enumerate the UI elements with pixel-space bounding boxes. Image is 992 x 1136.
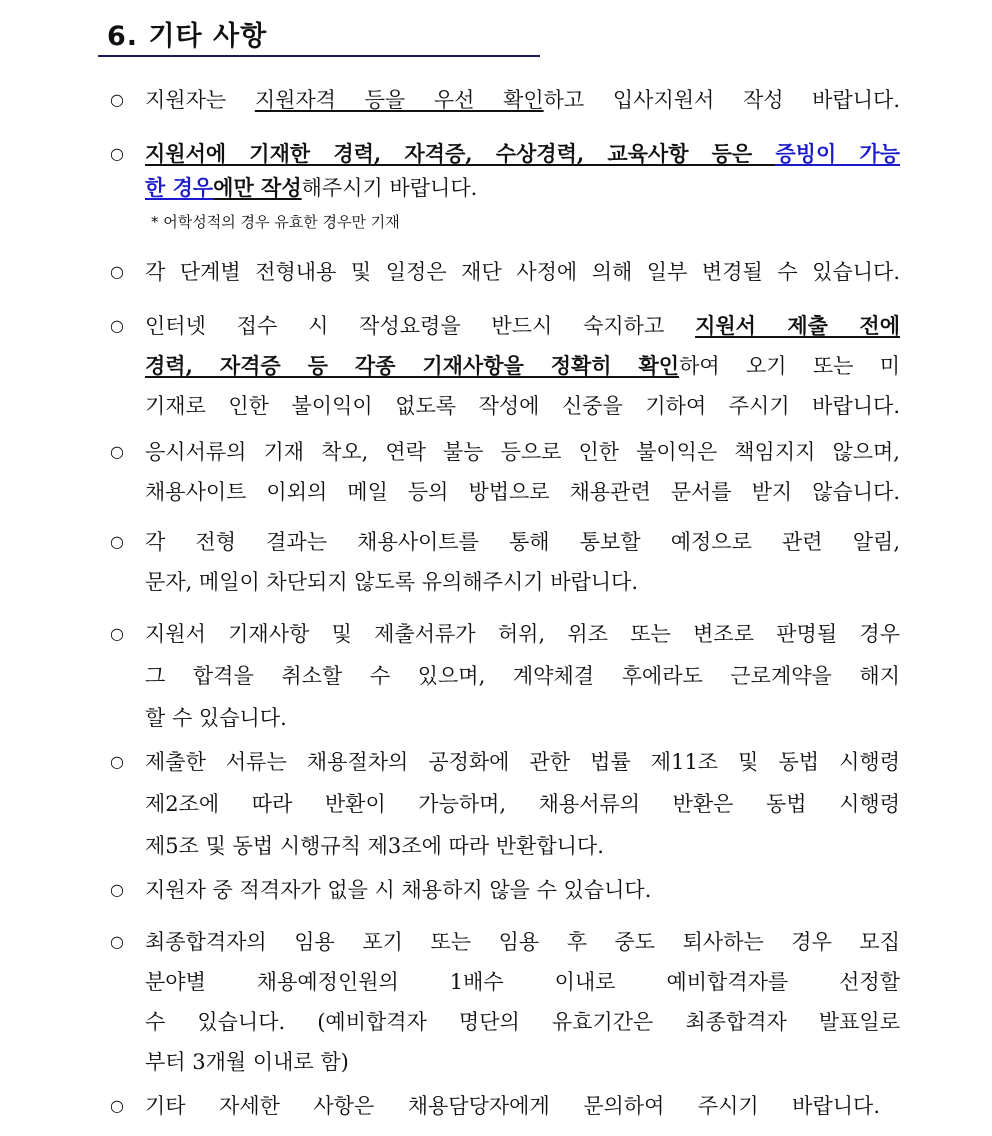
item-line: 응시서류의 기재 착오, 연락 불능 등으로 인한 불이익은 책임지지 않으며,: [145, 440, 900, 464]
item-text-bold: 지원서 제출 전에: [695, 313, 900, 338]
item-text-highlight: 한 경우: [145, 175, 214, 200]
item-line: 문자, 메일이 차단되지 않도록 유의해주시기 바랍니다.: [145, 570, 639, 594]
item-text-bold: 지원서에 기재한 경력, 자격증, 수상경력, 교육사항 등은: [145, 141, 776, 166]
list-item: [110, 1084, 900, 1128]
list-item: [110, 612, 900, 736]
list-item: [110, 430, 900, 514]
item-line: 지원서 기재사항 및 제출서류가 허위, 위조 또는 변조로 판명될 경우: [145, 622, 900, 646]
item-text-underlined: 지원자격 등을 우선 확인: [254, 88, 544, 112]
item-line: 제2조에 따라 반환이 가능하며, 채용서류의 반환은 동법 시행령: [145, 792, 900, 816]
bullet-icon: ○: [110, 532, 124, 551]
item-text: 지원자는: [145, 88, 255, 112]
item-line: [145, 304, 900, 348]
item-line: 분야별 채용예정인원의 1배수 이내로 예비합격자를 선정할: [145, 970, 900, 994]
item-line: 채용사이트 이외의 메일 등의 방법으로 채용관련 문서를 받지 않습니다.: [145, 480, 900, 504]
bullet-icon: ○: [110, 90, 124, 109]
item-text: 하여 오기 또는 미: [679, 354, 901, 378]
item-text: 해주시기 바랍니다.: [301, 176, 478, 200]
item-line: 제5조 및 동법 시행규칙 제3조에 따라 반환합니다.: [145, 834, 604, 858]
item-line: 할 수 있습니다.: [145, 706, 287, 730]
heading-underline: [98, 55, 540, 57]
item-line: 각 전형 결과는 채용사이트를 통해 통보할 예정으로 관련 알림,: [145, 530, 900, 554]
bullet-icon: ○: [110, 752, 124, 771]
item-line: 그 합격을 취소할 수 있으며, 계약체결 후에라도 근로계약을 해지: [145, 664, 900, 688]
bullet-icon: ○: [110, 442, 124, 461]
bullet-icon: ○: [110, 624, 124, 643]
section-heading: 6. 기타 사항: [107, 21, 268, 52]
item-text: 인터넷 접수 시 작성요령을 반드시 숙지하고: [145, 314, 696, 338]
bullet-icon: ○: [110, 932, 124, 951]
bullet-icon: ○: [110, 262, 124, 281]
list-item: [110, 920, 900, 1090]
item-line: 최종합격자의 임용 포기 또는 임용 후 중도 퇴사하는 경우 모집: [145, 930, 900, 954]
list-item: [110, 740, 900, 864]
list-item: [110, 250, 900, 294]
list-item: [110, 304, 900, 424]
item-line: [145, 344, 900, 388]
item-text-highlight: 증빙이 가능: [775, 141, 900, 166]
item-line: [145, 78, 900, 122]
list-item: [110, 868, 900, 912]
list-item: [110, 78, 900, 122]
bullet-icon: ○: [110, 880, 124, 899]
item-line: 제출한 서류는 채용절차의 공정화에 관한 법률 제11조 및 동법 시행령: [145, 750, 900, 774]
item-line: 수 있습니다. (예비합격자 명단의 유효기간은 최종합격자 발표일로: [145, 1010, 900, 1034]
item-text-bold: 경력, 자격증 등 각종 기재사항을 정확히 확인: [145, 353, 680, 378]
item-line: [145, 166, 477, 210]
item-line: 부터 3개월 이내로 함): [145, 1050, 349, 1074]
list-item: [110, 520, 900, 604]
item-line: 지원자 중 적격자가 없을 시 채용하지 않을 수 있습니다.: [145, 878, 652, 902]
item-line: 기타 자세한 사항은 채용담당자에게 문의하여 주시기 바랍니다.: [145, 1094, 880, 1118]
item-footnote: * 어학성적의 경우 유효한 경우만 기재: [151, 213, 400, 231]
bullet-icon: ○: [110, 316, 124, 335]
item-line: 기재로 인한 불이익이 없도록 작성에 신중을 기하여 주시기 바랍니다.: [145, 394, 900, 418]
item-line: 각 단계별 전형내용 및 일정은 재단 사정에 의해 일부 변경될 수 있습니다.: [145, 260, 900, 284]
item-text-bold: 에만 작성: [213, 175, 302, 200]
bullet-icon: ○: [110, 1096, 124, 1115]
item-text: 하고 입사지원서 작성 바랍니다.: [543, 88, 900, 112]
bullet-icon: ○: [110, 144, 124, 163]
